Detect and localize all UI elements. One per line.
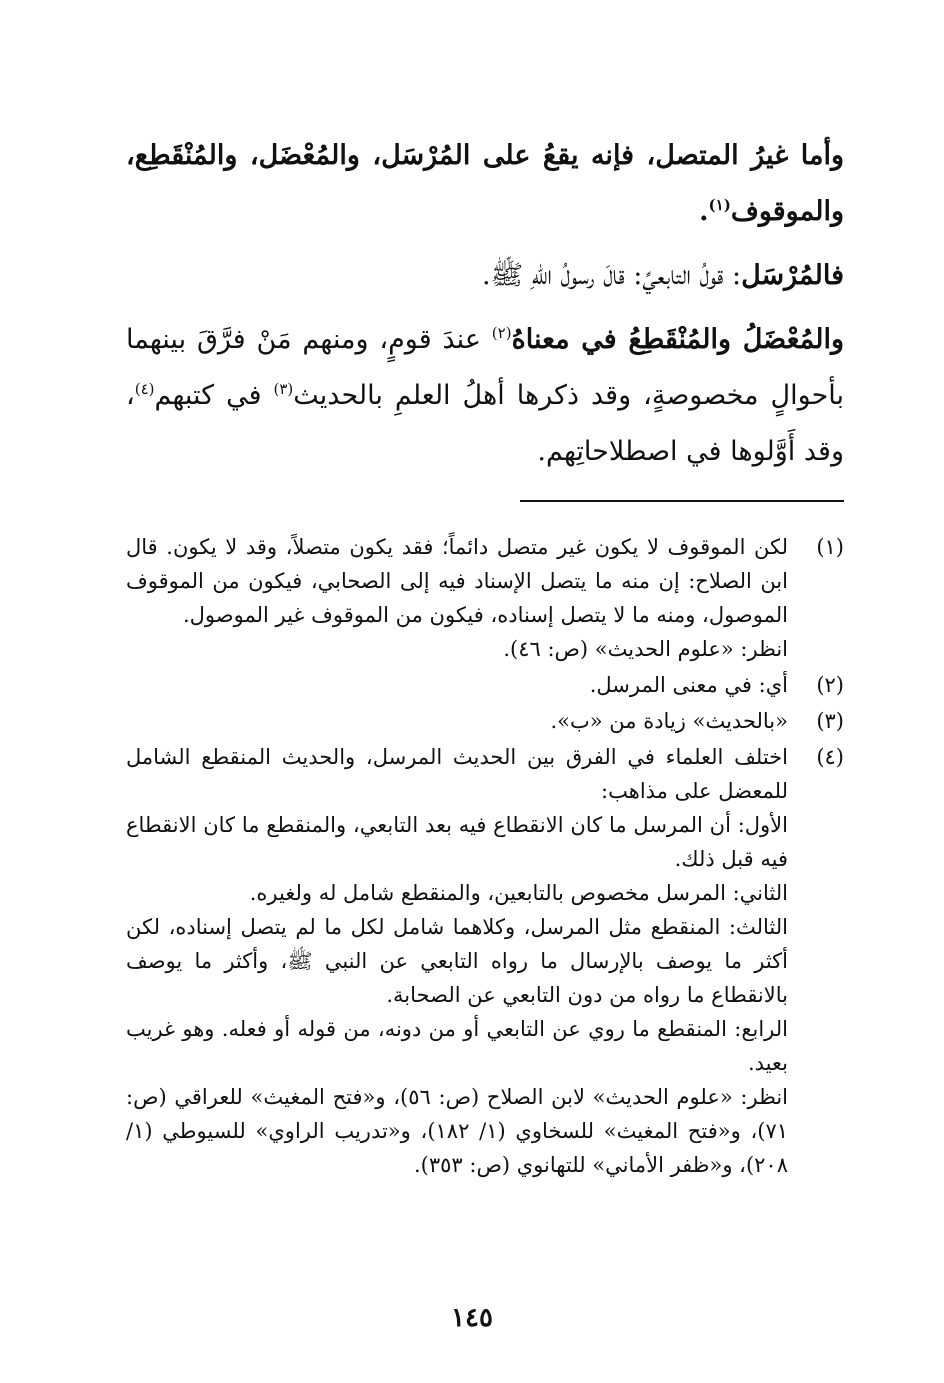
footnote-ref-4: (٤) xyxy=(134,380,155,398)
footnote-text: «بالحديث» زيادة من «ب». xyxy=(550,709,788,733)
footnote-ref-2: (٢) xyxy=(491,324,512,342)
paragraph-text: : قولُ التابعيِّ: قالَ رسولُ اللهِ ﷺ. xyxy=(481,260,742,291)
footnotes xyxy=(126,530,844,1184)
footnote-number: (٢) xyxy=(816,673,844,697)
paragraph-text: وأما غيرُ المتصل، فإنه يقعُ على المُرْسَل، والمُعْضَل، والمُنْقَطِع، والموقوف xyxy=(126,140,844,227)
footnote-ref-3: (٣) xyxy=(273,380,294,398)
footnote-body xyxy=(126,530,788,666)
footnote-number: (٤) xyxy=(816,745,844,769)
footnote-separator xyxy=(520,500,844,502)
footnote-citation: انظر: «علوم الحديث» (ص: ٤٦). xyxy=(503,637,788,661)
footnote-text: أي: في معنى المرسل. xyxy=(589,673,788,697)
footnote-opinion-3: الثالث: المنقطع مثل المرسل، وكلاهما شامل لكل ما لم يتصل إسناده، لكن أكثر ما يوصف بالإرسال ما رواه التابعي عن النبي ﷺ، وأكثر ما يوصف بالانقطاع ما رواه من دون التابعي عن الصحابة. xyxy=(126,915,788,1007)
footnote-citation: انظر: «علوم الحديث» لابن الصلاح (ص: ٥٦)، و«فتح المغيث» للعراقي (ص: ٧١)، و«فتح المغيث» للسخاوي (١/ ١٨٢)، و«تدريب الراوي» للسيوطي (١/ ٢٠٨)، و«ظفر الأماني» للتهانوي (ص: ٣٥٣). xyxy=(126,1085,789,1177)
footnote-text: لكن الموقوف لا يكون غير متصل دائماً؛ فقد يكون متصلاً، وقد لا يكون. قال ابن الصلاح: إن منه ما يتصل الإسناد فيه إلى الصحابي، فيكون من الموقوف الموصول، ومنه ما لا يتصل إسناده، فيكون من الموقوف غير الموصول. xyxy=(126,535,788,627)
footnote-ref-1: (١) xyxy=(708,196,731,214)
footnote-opinion-2: الثاني: المرسل مخصوص بالتابعين، والمنقطع شامل له ولغيره. xyxy=(249,881,788,905)
paragraph-text: عندَ قومٍ، ومنهم مَنْ فرَّقَ بينهما بأحوالٍ مخصوصةٍ، وقد ذكرها أهلُ العلمِ بالحديث xyxy=(126,324,845,411)
paragraph-end: . xyxy=(699,196,709,227)
footnote-1 xyxy=(126,530,844,666)
footnote-number: (١) xyxy=(816,535,844,559)
footnote-number: (٣) xyxy=(816,709,844,733)
page-number: ١٤٥ xyxy=(451,1303,493,1333)
paragraph-mudal-munqati xyxy=(126,312,844,480)
footnote-2 xyxy=(126,668,844,702)
paragraph-mursal xyxy=(126,248,844,304)
footnote-3 xyxy=(126,704,844,738)
term-mursal: فالمُرْسَل xyxy=(741,260,844,291)
paragraph-text: في كتبهم xyxy=(154,380,274,411)
footnote-body xyxy=(126,704,788,738)
term-mudal-munqati: والمُعْضَلُ والمُنْقَطِعُ في معناهُ xyxy=(511,324,844,355)
footnote-4 xyxy=(126,740,844,1182)
main-text xyxy=(126,128,844,480)
footnote-text: اختلف العلماء في الفرق بين الحديث المرسل، والحديث المنقطع الشامل للمعضل على مذاهب: xyxy=(126,745,788,803)
paragraph-non-connected xyxy=(126,128,844,240)
paragraph-text: ، وقد أَوَّلوها في اصطلاحاتِهم. xyxy=(126,380,844,467)
footnote-opinion-4: الرابع: المنقطع ما روي عن التابعي أو من دونه، من قوله أو فعله. وهو غريب بعيد. xyxy=(126,1017,788,1075)
footnote-body xyxy=(126,740,788,1182)
footnote-opinion-1: الأول: أن المرسل ما كان الانقطاع فيه بعد التابعي، والمنقطع ما كان الانقطاع فيه قبل ذلك. xyxy=(126,813,788,871)
footnote-body xyxy=(126,668,788,702)
